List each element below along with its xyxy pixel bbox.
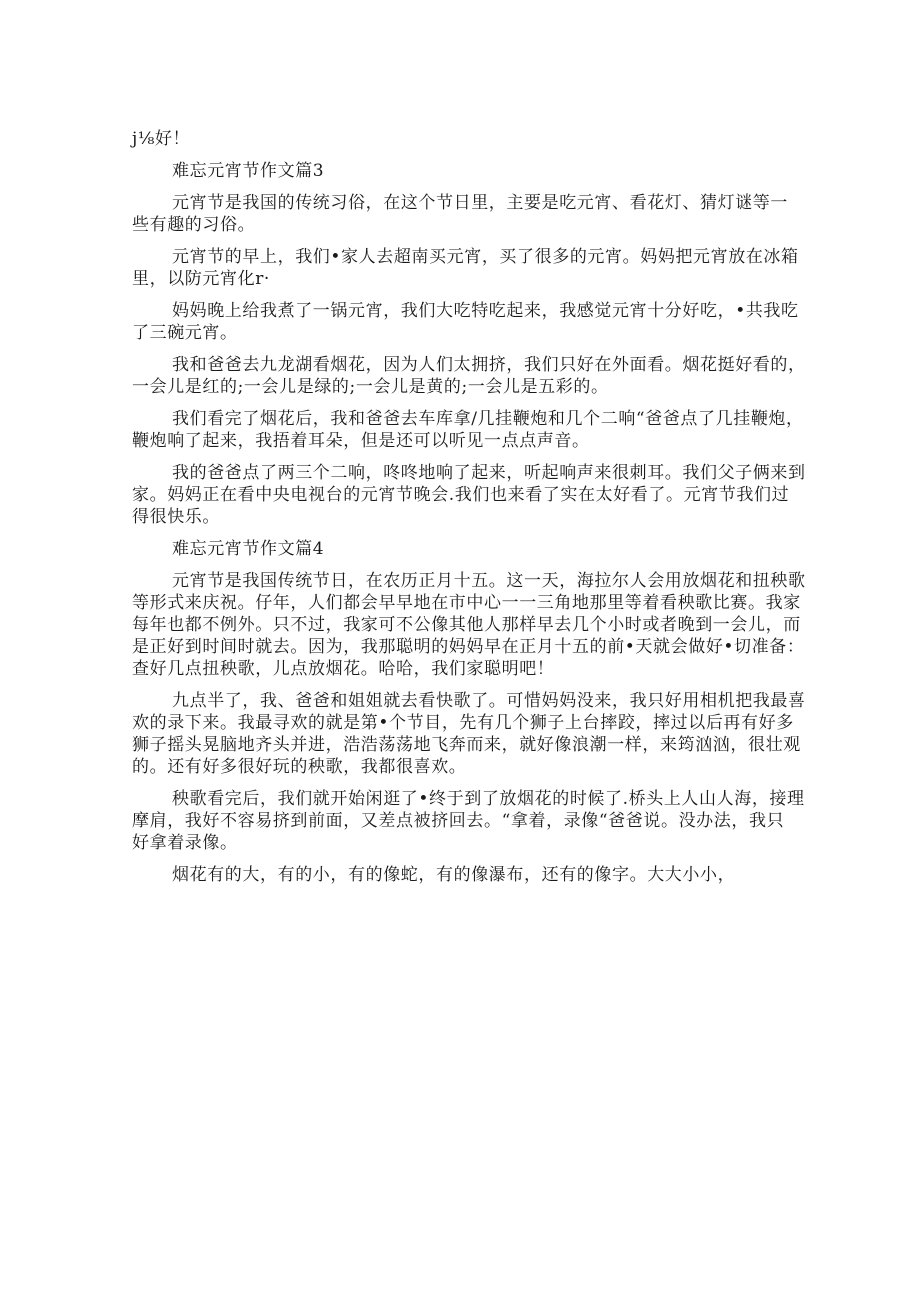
text-line: 摩肩，我好不容易挤到前面，又差点被挤回去。“拿着，录像“爸爸说。没办法，我只 — [132, 811, 785, 831]
text-line: 一会儿是红的;一会儿是绿的;一会儿是黄的;一会儿是五彩的。 — [132, 377, 609, 397]
text-line: 里，以防元宵化r· — [132, 269, 270, 289]
text-line: 了三碗元宵。 — [132, 323, 238, 343]
text-line: 得很快乐。 — [132, 507, 220, 527]
text-line: 我们看完了烟花后，我和爸爸去车库拿/几挂鞭炮和几个二响“爸爸点了几挂鞭炮， — [172, 409, 804, 429]
document-body — [132, 128, 806, 886]
text-line: 每年也都不例外。只不过，我家可不公像其他人那样早去几个小时或者晚到一会儿，而 — [132, 615, 801, 635]
text-line: 元宵节的早上，我们•家人去超南买元宵，买了很多的元宵。妈妈把元宵放在冰箱 — [172, 247, 799, 267]
text-line: 家。妈妈正在看中央电视台的元宵节晚会.我们也来看了实在太好看了。元宵节我们过 — [132, 485, 790, 505]
section-title: 难忘元宵节作文篇4 — [172, 539, 325, 559]
text-line: 烟花有的大，有的小，有的像蛇，有的像瀑布，还有的像字。大大小小， — [172, 865, 736, 885]
text-line: 查好几点扭秧歌，儿点放烟花。哈哈，我们家聪明吧！ — [132, 659, 555, 679]
text-line: 秧歌看完后，我们就开始闲逛了•终于到了放烟花的时候了.桥头上人山人海，接理 — [172, 789, 805, 809]
text-line: 的。还有好多很好玩的秧歌，我都很喜欢。 — [132, 757, 467, 777]
text-line: 等形式来庆祝。仔年，人们都会早早地在市中心一一三角地那里等着看秧歌比赛。我家 — [132, 593, 801, 613]
text-line: 是正好到时间时就去。因为，我那聪明的妈妈早在正月十五的前•天就会做好•切准备： — [132, 637, 805, 657]
text-line: j⅛好！ — [132, 129, 191, 149]
text-line: 元宵节是我国的传统习俗，在这个节日里，主要是吃元宵、看花灯、猜灯谜等一 — [172, 193, 788, 213]
text-line: 九点半了，我、爸爸和姐姐就去看快歌了。可惜妈妈没来，我只好用相机把我最喜 — [172, 691, 806, 711]
text-line: 我的爸爸点了两三个二响，咚咚地响了起来，听起响声来很刺耳。我们父子俩来到 — [172, 463, 806, 483]
text-line: 我和爸爸去九龙湖看烟花，因为人们太拥挤，我们只好在外面看。烟花挺好看的， — [172, 355, 806, 375]
section-title: 难忘元宵节作文篇3 — [172, 161, 325, 181]
text-line: 好拿着录像。 — [132, 833, 238, 853]
text-line: 狮子摇头晃脑地齐头并进，浩浩荡荡地飞奔而来，就好像浪潮一样，来筠汹汹，很壮观 — [132, 735, 801, 755]
text-line: 鞭炮响了起来，我捂着耳朵，但是还可以听见一点点声音。 — [132, 431, 590, 451]
text-line: 欢的录下来。我最寻欢的就是第•个节目，先有几个狮子上台摔跤，摔过以后再有好多 — [132, 713, 794, 733]
text-line: 些有趣的习俗。 — [132, 215, 256, 235]
text-line: 妈妈晚上给我煮了一锅元宵，我们大吃特吃起来，我感觉元宵十分好吃，•共我吃 — [172, 301, 799, 321]
text-line: 元宵节是我国传统节日，在农历正月十五。这一天，海拉尔人会用放烟花和扭秧歌 — [172, 571, 806, 591]
